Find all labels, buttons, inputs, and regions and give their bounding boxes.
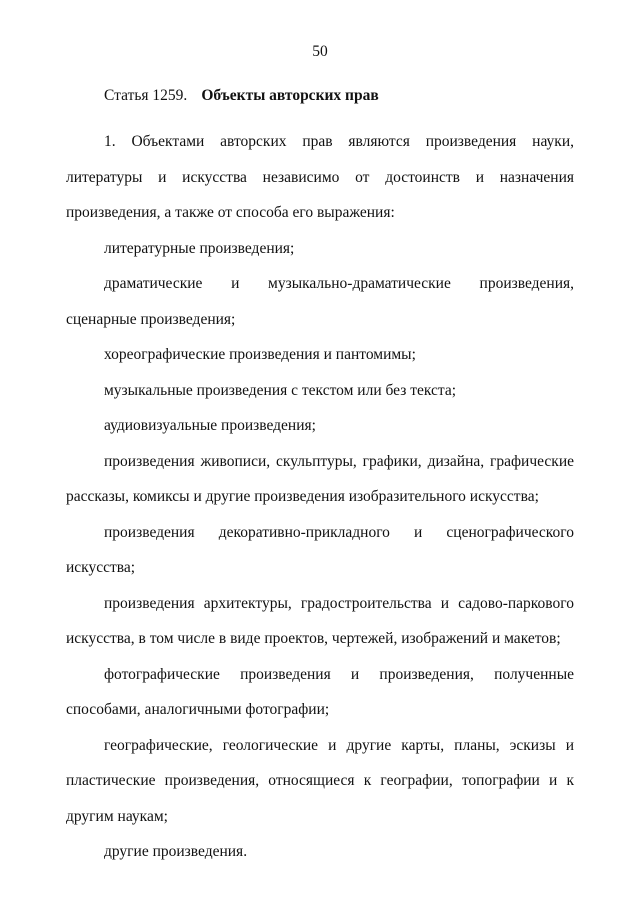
list-item-photographic-works: фотографические произведения и произведения, полученные способами, аналогичными фотографии;	[66, 665, 574, 718]
paragraph-objects-intro: 1. Объектами авторских прав являются произведения науки, литературы и искусства независимо от достоинств и назначения произведения, а также от способа его выражения:	[66, 133, 574, 221]
list-item-choreographic-works: хореографические произведения и пантомимы;	[104, 346, 416, 363]
article-number: Статья 1259.	[104, 87, 188, 104]
list-item-cartographic-works: географические, геологические и другие карты, планы, эскизы и пластические произведения, относящиеся к географии, топографии и к другим наукам;	[66, 736, 574, 825]
list-item-dramatic-works: драматические и музыкально-драматические произведения, сценарные произведения;	[66, 275, 574, 328]
page-number: 50	[312, 43, 328, 60]
list-item-visual-art-works: произведения живописи, скульптуры, графики, дизайна, графические рассказы, комиксы и другие произведения изобразительного искусства;	[66, 452, 574, 505]
list-item-architecture-works: произведения архитектуры, градостроительства и садово-паркового искусства, в том числе в виде проектов, чертежей, изображений и макетов;	[66, 594, 574, 647]
list-item-literary-works: литературные произведения;	[104, 239, 295, 257]
document-body	[66, 86, 574, 870]
list-item-musical-works: музыкальные произведения с текстом или без текста;	[104, 381, 457, 399]
article-heading	[66, 86, 574, 106]
list-item-other-works: другие произведения.	[104, 843, 248, 860]
list-item-audiovisual-works: аудиовизуальные произведения;	[104, 417, 316, 434]
list-item-decorative-works: произведения декоративно-прикладного и сценографического искусства;	[66, 523, 574, 576]
article-title: Объекты авторских прав	[201, 87, 379, 104]
